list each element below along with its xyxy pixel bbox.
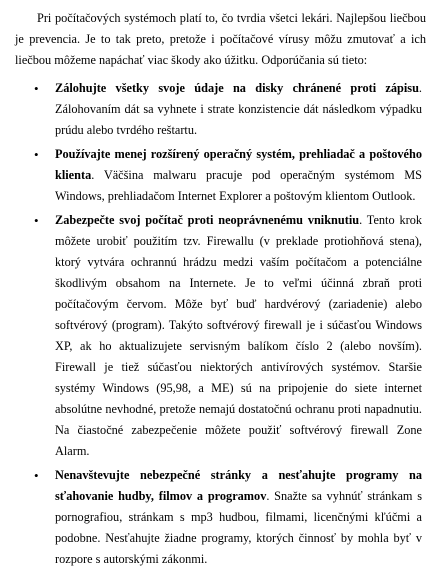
intro-paragraph: Pri počítačových systémoch platí to, čo tvrdia všetci lekári. Najlepšou liečbou je prevencia. Je to tak preto, pretože i počítačové vírusy môžu zmutovať a ich liečbou môžeme napáchať viac škody ako úžitku. Odporúčania sú tieto: (15, 11, 426, 67)
recommendation-backup (0, 78, 440, 141)
recommendation-heading: Zabezpečte svoj počítač proti neoprávnenému vniknutiu (55, 213, 360, 227)
recommendation-less-common-os (0, 144, 440, 207)
recommendation-heading: Používajte menej rozšírený operačný systém, prehliadač a poštového klienta (55, 147, 422, 182)
bullet-icon: • (34, 213, 39, 228)
bullet-icon: • (34, 147, 39, 162)
recommendation-list (0, 78, 440, 570)
recommendation-firewall (0, 210, 440, 462)
bullet-icon: • (34, 81, 39, 96)
recommendation-heading: Nenavštevujte nebezpečné stránky a nesťahujte programy na sťahovanie hudby, filmov a programov (55, 468, 422, 503)
recommendation-heading: Zálohujte všetky svoje údaje na disky chránené proti zápisu (55, 81, 419, 95)
recommendation-text: . Väčšina malwaru pracuje pod operačným systémom MS Windows, prehliadačom Internet Explorer a poštovým klientom Outlook. (55, 168, 422, 203)
recommendation-text: . Zálohovaním dát sa vyhnete i strate konzistencie dát následkom výpadku prúdu alebo tvrdého reštartu. (55, 81, 422, 137)
recommendation-avoid-dangerous-sites (0, 465, 440, 570)
bullet-icon: • (34, 468, 39, 483)
recommendation-text: . Tento krok môžete urobiť použitím tzv. Firewallu (v preklade protiohňová stena), ktorý vytvára ochrannú hrádzu medzi vaším počítačom a potenciálne škodlivým obsahom na Internete. Je to veľmi účinná zbraň proti počítačovým červom. Môže byť buď hardvérový (zariadenie) alebo softvérový (program). Takýto softvérový firewall je i súčasťou Windows XP, ak ho aktualizujete servisným balíkom číslo 2 (alebo novším). Firewall je tiež súčasťou niektorých antivírových systémov. Staršie systémy Windows (95,98, a ME) sú na pripojenie do siete internet absolútne nevhodné, pretože nemajú dostatočnú ochranu proti napadnutiu. Na čiastočné zabezpečenie môžete použiť softvérový firewall Zone Alarm. (55, 213, 422, 458)
recommendation-text: . Snažte sa vyhnúť stránkam s pornografiou, stránkam s mp3 hudbou, filmami, licenčnými kľúčmi a podobne. Nesťahujte žiadne programy, ktorých činnosť by mohla byť v rozpore s autorskými zákonmi. (55, 489, 422, 566)
